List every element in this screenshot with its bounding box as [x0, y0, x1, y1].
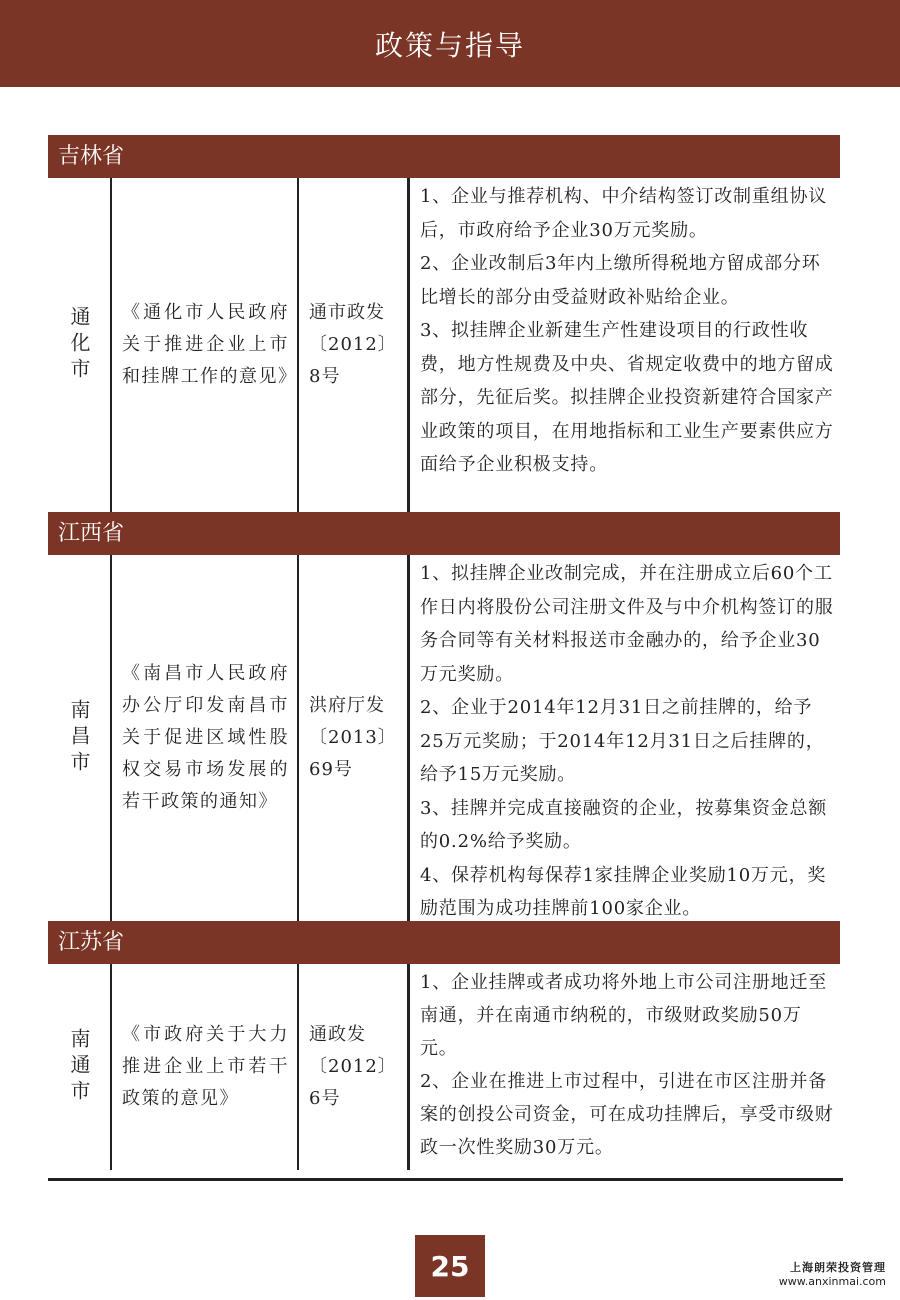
document-title: 《南昌市人民政府办公厅印发南昌市关于促进区域性股权交易市场发展的若干政策的通知》	[122, 663, 289, 812]
policy-item: 1、企业挂牌或者成功将外地上市公司注册地迁至南通，并在南通市纳税的，市级财政奖励50万元。	[420, 972, 828, 1059]
document-title: 《通化市人民政府关于推进企业上市和挂牌工作的意见》	[122, 302, 298, 387]
document-title-cell	[112, 555, 299, 921]
policy-item: 1、企业与推荐机构、中介结构签订改制重组协议后，市政府给予企业30万元奖励。	[420, 186, 828, 241]
document-title-cell	[112, 178, 299, 512]
city-name: 通化市	[67, 306, 91, 384]
document-title: 《市政府关于大力推进企业上市若干政策的意见》	[122, 1024, 289, 1109]
province-header-jiangsu: 江苏省	[48, 921, 840, 964]
city-cell	[48, 178, 112, 512]
document-title-cell	[112, 964, 299, 1170]
city-name: 南通市	[67, 1028, 91, 1106]
city-name: 南昌市	[67, 699, 91, 777]
brand-url: www.anxinmai.com	[778, 1275, 886, 1288]
table-row	[48, 555, 840, 921]
province-header-jilin: 吉林省	[48, 135, 840, 178]
page-number	[415, 1235, 485, 1297]
page-number-text: 25	[430, 1249, 470, 1283]
policy-content-cell	[410, 178, 840, 512]
city-cell	[48, 964, 112, 1170]
table-row	[48, 178, 840, 512]
document-number: 通市政发〔2012〕8号	[309, 302, 397, 387]
page-title: 政策与指导	[374, 28, 525, 62]
province-header-jiangxi: 江西省	[48, 512, 840, 555]
table-row	[48, 964, 840, 1170]
document-number-cell	[299, 555, 410, 921]
brand-name: 上海朗荣投资管理	[790, 1261, 886, 1274]
policy-item: 4、保荐机构每保荐1家挂牌企业奖励10万元，奖励范围为成功挂牌前100家企业。	[420, 864, 827, 919]
brand-block	[779, 1259, 886, 1288]
policy-item: 2、企业在推进上市过程中，引进在市区注册并备案的创投公司资金，可在成功挂牌后，享受市级财政一次性奖励30万元。	[420, 1071, 834, 1158]
document-number-cell	[299, 964, 410, 1170]
document-number: 通政发〔2012〕6号	[309, 1024, 397, 1109]
policy-item: 3、拟挂牌企业新建生产性建设项目的行政性收费，地方性规费及中央、省规定收费中的地方留成部分，先征后奖。拟挂牌企业投资新建符合国家产业政策的项目，在用地指标和工业生产要素供应方面给予企业积极支持。	[420, 320, 834, 475]
policy-item: 2、企业于2014年12月31日之前挂牌的，给予25万元奖励；于2014年12月31日之后挂牌的，给予15万元奖励。	[420, 697, 825, 785]
document-number: 洪府厅发〔2013〕69号	[309, 695, 397, 780]
page-header	[0, 0, 900, 87]
policy-content-cell	[410, 555, 840, 921]
policy-item: 3、挂牌并完成直接融资的企业，按募集资金总额的0.2%给予奖励。	[420, 797, 828, 852]
policy-table	[48, 135, 840, 1170]
city-cell	[48, 555, 112, 921]
document-number-cell	[299, 178, 410, 512]
policy-content-cell	[410, 964, 840, 1170]
table-bottom-rule	[48, 1178, 843, 1181]
policy-item: 1、拟挂牌企业改制完成，并在注册成立后60个工作日内将股份公司注册文件及与中介机构签订的服务合同等有关材料报送市金融办的，给予企业30万元奖励。	[420, 563, 834, 685]
policy-item: 2、企业改制后3年内上缴所得税地方留成部分环比增长的部分由受益财政补贴给企业。	[420, 253, 821, 308]
